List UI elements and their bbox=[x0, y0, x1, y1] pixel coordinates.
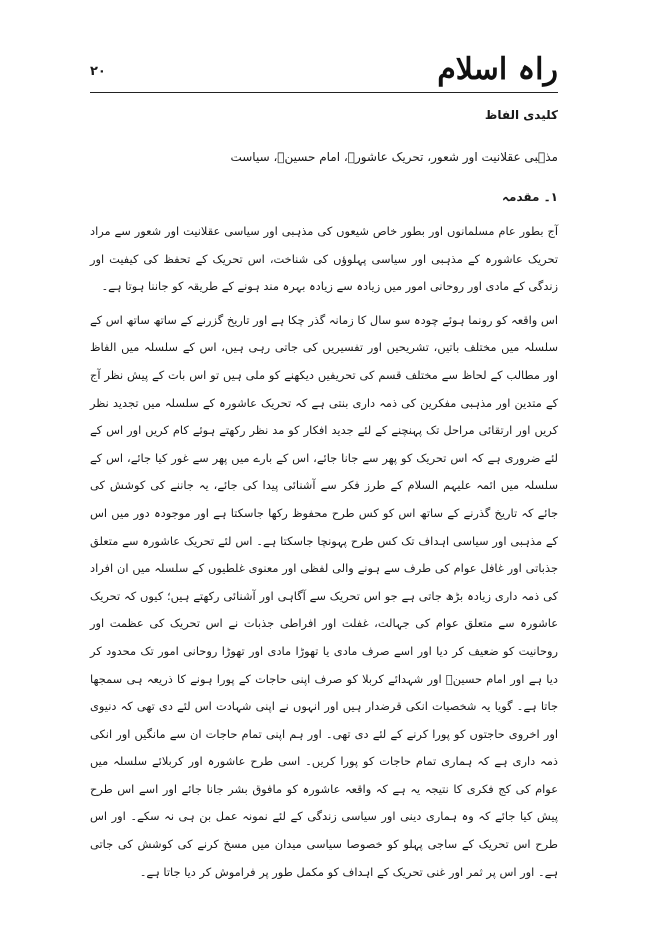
keywords-heading: کلیدی الفاظ bbox=[484, 108, 558, 122]
paragraph: آج بطور عام مسلمانوں اور بطور خاص شیعوں کی مذہبی اور سیاسی عقلانیت اور شعور سے مراد تحریک عاشورہ کے مذہبی اور سیاسی پہلوؤں کی شناخت، اس تحریک کے تحفظ کی کیفیت اور زندگی کے مادی اور روحانی امور میں زیادہ سے زیادہ بہرہ مند ہونے کے طریقہ کو جاننا ہوتا ہے۔ bbox=[90, 224, 558, 294]
paragraph: اس واقعہ کو رونما ہوئے چودہ سو سال کا زمانہ گذر چکا ہے اور تاریخ گزرنے کے ساتھ ساتھ اس کے سلسلہ میں مختلف باتیں، تشریحیں اور تفسیریں کی جاتی رہی ہیں، اس کے سلسلہ میں الفاظ اور مطالب کے لحاظ سے مختلف قسم کی تحریفیں دیکھنے کو ملی ہیں تو اس بات کے پیش نظر آج کے متدین اور مذہبی مفکرین کی ذمہ داری بنتی ہے کہ تحریک عاشورہ کے سلسلہ میں تجدید نظر کریں اور ارتقائی مراحل تک پہنچنے کے لئے جدید افکار کو مد نظر رکھتے ہوئے کام کریں اور اس کے لئے ضروری ہے کہ اس تحریک کو پھر سے جانا جائے، اس کے بارے میں پھر سے غور کیا جائے، اس کے سلسلہ میں ائمہ علیہم السلام کے طرز فکر سے آشنائی پیدا کی جائے، یہ جاننے کی کوشش کی جائے کہ تاریخ گذرنے کے ساتھ اس کو کس طرح محفوظ رکھا جاسکتا ہے اور موجودہ دور میں اس کے مذہبی اور سیاسی اہداف تک کس طرح پہونچا جاسکتا ہے۔ اس لئے تحریک عاشورہ سے متعلق جذباتی اور غافل عوام کی طرف سے ہونے والی لفظی اور معنوی غلطیوں کے سلسلہ میں ان افراد کی ذمہ داری زیادہ بڑھ جاتی ہے جو اس تحریک سے آگاہی اور آشنائی رکھتے ہیں؛ کیوں کہ تحریک عاشورہ سے متعلق عوام کی جہالت، غفلت اور افراطی جذبات نے اس تحریک کی عظمت اور روحانیت کو ضعیف کر دیا اور اسے صرف مادی یا تھوڑا مادی اور تھوڑا روحانی امور تک محدود کر دیا ہے اور امام حسینؑ اور شہدائے کربلا کو صرف اپنی حاجات کے پورا ہونے کا ذریعہ ہی سمجھا جاتا ہے۔ گویا یہ شخصیات انکی قرضدار ہیں اور انہوں نے اپنی شہادت اس لئے دی تھی کہ دنیوی اور اخروی حاجتوں کو پورا کرنے کے لئے دی تھی۔ اور ہم اپنی تمام حاجات ان سے مانگیں اور انکی ذمہ داری ہے کہ ہماری تمام حاجات کو پورا کریں۔ اسی طرح عاشورہ اور کربلائے سلسلہ میں عوام کی کج فکری کا نتیجہ یہ ہے کہ واقعہ عاشورہ کو مافوق بشر جانا جائے اور اسے اس طرح پیش کیا جائے کہ وہ ہماری دینی اور سیاسی زندگی کے لئے نمونہ عمل بن ہی نہ سکے۔ اور اس طرح اس تحریک کے ساجی پہلو کو خصوصا سیاسی میدان میں مسخ کرنے کی کوشش کی جاتی ہے۔ اور اس پر ثمر اور غنی تحریک کے اہداف کو مکمل طور پر فراموش کر دیا جاتا ہے۔ bbox=[90, 312, 558, 879]
page-number: ۲۰ bbox=[90, 64, 106, 79]
journal-title: راہ اسلام bbox=[437, 52, 558, 87]
section-heading-introduction: ۱۔ مقدمہ bbox=[502, 190, 558, 204]
header-rule bbox=[90, 92, 558, 93]
article-body bbox=[90, 98, 558, 892]
keywords-line: مذہبی عقلانیت اور شعور، تحریک عاشورہ، امام حسینؑ، سیاست bbox=[230, 150, 558, 164]
running-header bbox=[90, 52, 558, 94]
